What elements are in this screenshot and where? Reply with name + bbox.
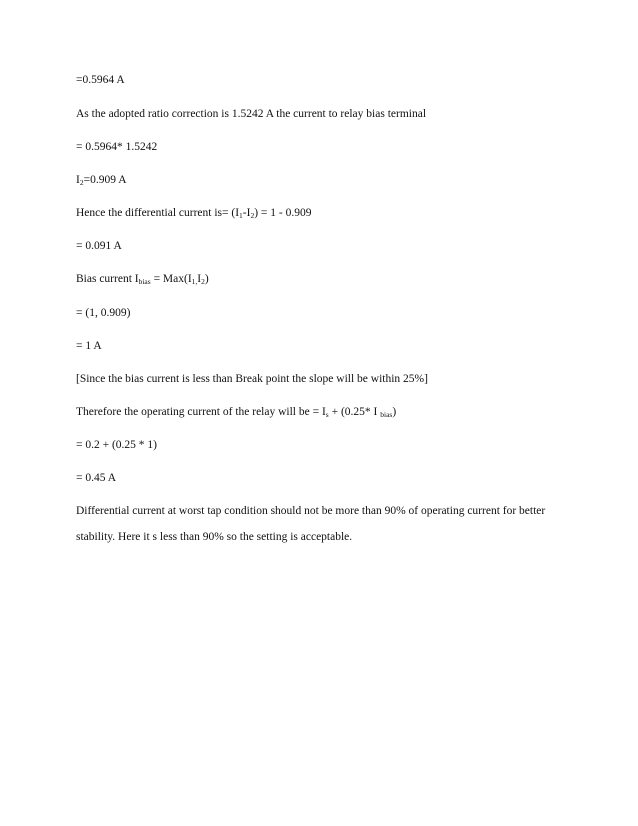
conclusion-paragraph: Differential current at worst tap condition should not be more than 90% of operating current for better stability. Here it s less than 90% so the setting is acceptable. [76,505,546,543]
diff-sub-1: 1 [239,211,243,220]
bias-text-m2: I [197,273,202,285]
operating-result-line: = 0.45 A [76,472,117,484]
product-line: = 0.5964* 1.5242 [76,141,158,153]
i2-line [76,173,127,187]
ratio-correction-line: As the adopted ratio correction is 1.5242 A the current to relay bias terminal [76,108,427,120]
i2-symbol: I [76,174,80,186]
diff-text-a: Hence the differential current is= (I [76,207,240,219]
op-sub-2: bias [380,410,393,419]
differential-current-line [76,206,312,220]
bias-current-line [76,272,209,286]
bias-text-m1: = Max(I [150,273,192,285]
result-line: =0.5964 A [76,74,125,86]
diff-sub-2: 2 [250,211,255,220]
diff-text-b: ) = 1 - 0.909 [254,207,312,219]
differential-result-line: = 0.091 A [76,240,122,252]
bias-sub-1: bias [138,277,151,286]
operating-formula-line: = 0.2 + (0.25 * 1) [76,439,158,451]
bias-result-line: = 1 A [76,340,102,352]
i2-subscript: 2 [79,178,84,187]
break-point-note: [Since the bias current is less than Break point the slope will be within 25%] [76,373,428,385]
op-text-a: Therefore the operating current of the relay will be = I [76,406,326,418]
bias-text-a: Bias current I [76,273,139,285]
op-text-b: ) [392,406,397,418]
bias-sub-3: 2 [201,277,205,286]
op-sub-1: s [325,410,329,419]
op-text-m: + (0.25* I [328,406,381,418]
diff-text-m: -I [242,207,251,219]
bias-sub-2: 1, [191,277,198,286]
operating-current-line [76,405,396,419]
max-values-line: = (1, 0.909) [76,307,131,319]
i2-value: =0.909 A [83,174,127,186]
bias-text-b: ) [204,273,209,285]
